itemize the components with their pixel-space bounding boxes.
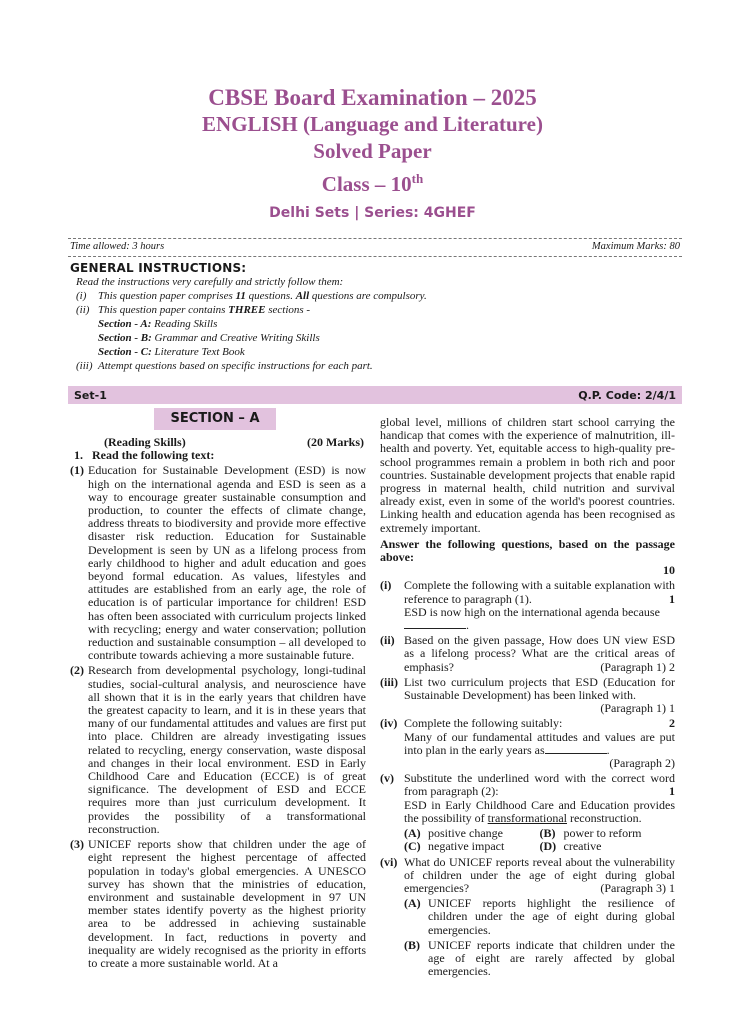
option-c[interactable]: (C) negative impact (404, 839, 505, 854)
question-vi: (vi) What do UNICEF reports reveal about the vulnerability of children under the age of eight during global emergencies? (Paragraph 3) 1 (A) UNICEF reports highlight the resilience of children under the age of eight during global emergencies. (B) UNICEF reports indicate that children under the age of eight are rarely affected by global emergencies. (380, 854, 675, 979)
question-iv: (iv) Complete the following suitably: 2 Many of our fundamental attitudes and values are put into plan in the early years as . (Paragraph 2) (380, 716, 675, 771)
general-instructions (70, 261, 682, 373)
option-d[interactable]: (D) creative (539, 839, 602, 854)
instruction-iii: (iii) Attempt questions based on specific instructions for each part. (76, 360, 373, 372)
section-c-info: Section - C: Literature Text Book (98, 346, 245, 358)
section-subtitle: (Reading Skills) (20 Marks) (104, 435, 364, 449)
section-b-info: Section - B: Grammar and Creative Writing Skills (98, 332, 320, 344)
divider (68, 256, 682, 257)
question-ii: (ii) Based on the given passage, How does UN view ESD as a lifelong process? What are the critical areas of emphasis? (Paragraph 1) 2 (380, 633, 675, 674)
series-line: Delhi Sets | Series: 4GHEF (269, 205, 476, 221)
question-v: (v) Substitute the underlined word with the correct word from paragraph (2): 1 ESD in Early Childhood Care and Education provides the possibility of transformational reconstruction. (A) positive change (B) power to reform (C) negative impact (D) creative (380, 771, 675, 854)
maximum-marks: Maximum Marks: 80 (591, 241, 680, 252)
set-label: Set-1 (74, 388, 107, 402)
question-i: (i) Complete the following with a suitable explanation with reference to paragraph (1). 1 ESD is now high on the international agenda because . (380, 578, 675, 633)
instructions-intro: Read the instructions very carefully and strictly follow them: (76, 276, 344, 288)
set-bar (68, 386, 682, 404)
paper-type: Solved Paper (313, 139, 432, 163)
instructions-heading: GENERAL INSTRUCTIONS: (70, 261, 247, 275)
qp-code: Q.P. Code: 2/4/1 (578, 388, 676, 402)
instruction-ii: (ii) This question paper contains THREE sections - (76, 304, 311, 316)
divider (68, 238, 682, 239)
class-title: Class – 10th (321, 171, 424, 196)
subject-title: ENGLISH (Language and Literature) (202, 112, 543, 136)
section-a-title: SECTION – A (154, 408, 276, 430)
question-1: 1. Read the following text: (74, 448, 215, 463)
option-b[interactable]: (B) power to reform (539, 826, 642, 841)
passage-paragraph-1: (1) Education for Sustainable Development (ESD) is now high on the international agenda and ESD is seen as a way to encourage greater sustainable consumption and production, to counter the effects of climate change, address threats to biodiversity and provide more effective disaster risk reduction. Education for Sustainable Development is seen by UN as a lifelong process from early childhood to higher and adult education and goes beyond formal education. As values, lifestyles and attitudes are established from an early age, the role of education is of particular importance for children! ESD has often been associated with curriculum projects linked with recycling; energy and water conservation; pollution reduction and sustainable consumption – all developed to contribute towards achieving a more sustainable future. (70, 463, 366, 663)
section-a-info: Section - A: Reading Skills (98, 318, 218, 330)
right-column (380, 416, 675, 978)
answer-heading: Answer the following questions, based on the passage above: (380, 536, 675, 565)
option-a[interactable]: (A) UNICEF reports highlight the resilience of children under the age of eight during global emergencies. (404, 896, 675, 937)
passage-continuation: global level, millions of children start school carrying the handicap that comes with the experience of malnutrition, ill-health and poverty. Yet, equitable access to high-quality pre-school programmes remain a problem in both rich and poor countries. Sustainable development projects that enable rapid progress in maternal health, child nutrition and survival already exist, even in some of the world's poorest countries. Linking health and education agenda has been recognised as extremely important. (380, 415, 675, 535)
exam-title: CBSE Board Examination – 2025 (208, 85, 537, 110)
question-v-options (404, 827, 675, 853)
question-iii: (iii) List two curriculum projects that ESD (Education for Sustainable Development) has been linked with. (Paragraph 1) 1 (380, 674, 675, 716)
option-a[interactable]: (A) positive change (404, 826, 503, 841)
left-column (70, 408, 366, 970)
option-b[interactable]: (B) UNICEF reports indicate that children under the age of eight are rarely affected by global emergencies. (404, 937, 675, 979)
meta-row (70, 241, 680, 252)
paper-header (0, 84, 745, 224)
time-allowed: Time allowed: 3 hours (70, 241, 165, 252)
answer-marks: 10 (663, 563, 675, 578)
passage-paragraph-2: (2) Research from developmental psychology, longi-tudinal studies, social-cultural analysis, and neuroscience have all shown that it is in the early years that children have the greatest capacity to learn, and it is in these years that many of our fundamental attitudes and values are first put into place. Children are already investigating issues related to recycling, energy conservation, waste disposal and changes in their local environment. ESD in Early Childhood Care and Education (ECCE) is of great significance. The development of ESD and ECCE requires more than just curriculum development. It provides the possibility of a transformational reconstruction. (70, 663, 366, 836)
passage-paragraph-3: (3) UNICEF reports show that children under the age of eight represent the highest percentage of affected population in today's global emergencies. A UNESCO survey has shown that the ministries of education, environment and sustainable development in 97 UN member states identify poverty as the highest priority area to be addressed in achieving sustainable development. In fact, reductions in poverty and inequality are widely recognised as the priority in efforts to create a more sustainable world. At a (70, 837, 366, 970)
instruction-i: (i) This question paper comprises 11 questions. All questions are compulsory. (76, 290, 427, 302)
